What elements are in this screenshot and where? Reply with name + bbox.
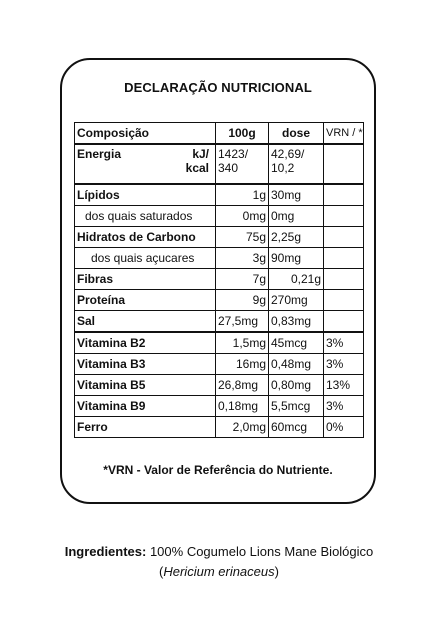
table-row <box>75 248 364 269</box>
table-row <box>75 375 364 396</box>
nutrient-dose: 60mcg <box>269 417 324 438</box>
nutrient-vrn: 3% <box>324 396 364 417</box>
nutrient-name: Sal <box>75 311 216 333</box>
nutrient-dose: 2,25g <box>269 227 324 248</box>
nutrient-vrn: 3% <box>324 332 364 354</box>
table-row <box>75 354 364 375</box>
nutrient-per100: 27,5mg <box>216 311 269 333</box>
nutrient-per100: 75g <box>216 227 269 248</box>
nutrient-vrn <box>324 269 364 290</box>
energy-vrn-cell <box>324 144 364 184</box>
nutrient-name: dos quais saturados <box>75 206 216 227</box>
ingredients-label: Ingredientes: <box>64 544 147 559</box>
nutrient-name: Hidratos de Carbono <box>75 227 216 248</box>
energy-dose-kcal: 10,2 <box>271 161 295 175</box>
nutrient-name: Vitamina B9 <box>75 396 216 417</box>
nutrient-vrn: 0% <box>324 417 364 438</box>
energy-per100-kcal: 340 <box>218 161 239 175</box>
nutrient-name: Lípidos <box>75 184 216 206</box>
table-row <box>75 290 364 311</box>
header-per100: 100g <box>216 123 269 145</box>
energy-dose-kj: 42,69/ <box>271 147 305 161</box>
table-row-energy <box>75 144 364 184</box>
table-row <box>75 269 364 290</box>
nutrient-dose: 270mg <box>269 290 324 311</box>
nutrient-vrn: 3% <box>324 354 364 375</box>
nutrient-dose: 0,83mg <box>269 311 324 333</box>
nutrient-per100: 7g <box>216 269 269 290</box>
nutrient-per100: 1,5mg <box>216 332 269 354</box>
table-row <box>75 311 364 333</box>
nutrient-per100: 0mg <box>216 206 269 227</box>
energy-per100-kj: 1423/ <box>218 147 249 161</box>
nutrient-dose: 0,80mg <box>269 375 324 396</box>
nutrient-name: Vitamina B3 <box>75 354 216 375</box>
latin-close-paren: ) <box>274 564 279 579</box>
nutrient-name: Vitamina B2 <box>75 332 216 354</box>
nutrient-name: dos quais açucares <box>75 248 216 269</box>
energy-name-cell <box>75 144 216 184</box>
table-header-row <box>75 123 364 145</box>
nutrient-per100: 3g <box>216 248 269 269</box>
nutrient-per100: 0,18mg <box>216 396 269 417</box>
nutrient-dose: 0,21g <box>269 269 324 290</box>
label-title: DECLARAÇÃO NUTRICIONAL <box>124 80 312 95</box>
nutrient-per100: 2,0mg <box>216 417 269 438</box>
latin-name: Hericium erinaceus <box>163 564 275 579</box>
nutrient-per100: 26,8mg <box>216 375 269 396</box>
nutrient-vrn <box>324 206 364 227</box>
nutrient-name: Vitamina B5 <box>75 375 216 396</box>
header-dose: dose <box>269 123 324 145</box>
energy-per100-cell <box>216 144 269 184</box>
nutrient-vrn <box>324 227 364 248</box>
energy-name: Energia <box>77 147 122 161</box>
nutrient-vrn <box>324 290 364 311</box>
nutrient-vrn <box>324 311 364 333</box>
nutrient-dose: 5,5mcg <box>269 396 324 417</box>
nutrient-vrn <box>324 184 364 206</box>
nutrient-vrn: 13% <box>324 375 364 396</box>
nutrient-dose: 90mg <box>269 248 324 269</box>
table-row <box>75 396 364 417</box>
nutrient-dose: 0,48mg <box>269 354 324 375</box>
latin-open-paren: ( <box>159 564 164 579</box>
table-row <box>75 417 364 438</box>
header-vrn: VRN / * <box>324 123 364 145</box>
nutrient-dose: 45mcg <box>269 332 324 354</box>
table-row <box>75 332 364 354</box>
energy-units <box>186 147 209 175</box>
nutrient-name: Fibras <box>75 269 216 290</box>
table-row <box>75 227 364 248</box>
ingredients-latin-line <box>0 564 438 579</box>
nutrient-dose: 0mg <box>269 206 324 227</box>
ingredients-line <box>0 544 438 559</box>
nutrient-name: Ferro <box>75 417 216 438</box>
energy-unit-kj: kJ/ <box>192 147 209 161</box>
vrn-footnote: *VRN - Valor de Referência do Nutriente. <box>103 463 333 477</box>
energy-dose-cell <box>269 144 324 184</box>
header-composicao: Composição <box>75 123 216 145</box>
nutrient-vrn <box>324 248 364 269</box>
nutrient-per100: 16mg <box>216 354 269 375</box>
nutrient-name: Proteína <box>75 290 216 311</box>
nutrition-table <box>74 122 364 438</box>
energy-unit-kcal: kcal <box>185 161 209 175</box>
table-row <box>75 184 364 206</box>
nutrient-per100: 1g <box>216 184 269 206</box>
ingredients-text: 100% Cogumelo Lions Mane Biológico <box>146 544 374 559</box>
table-row <box>75 206 364 227</box>
nutrient-dose: 30mg <box>269 184 324 206</box>
nutrient-per100: 9g <box>216 290 269 311</box>
nutrition-label <box>60 58 376 504</box>
